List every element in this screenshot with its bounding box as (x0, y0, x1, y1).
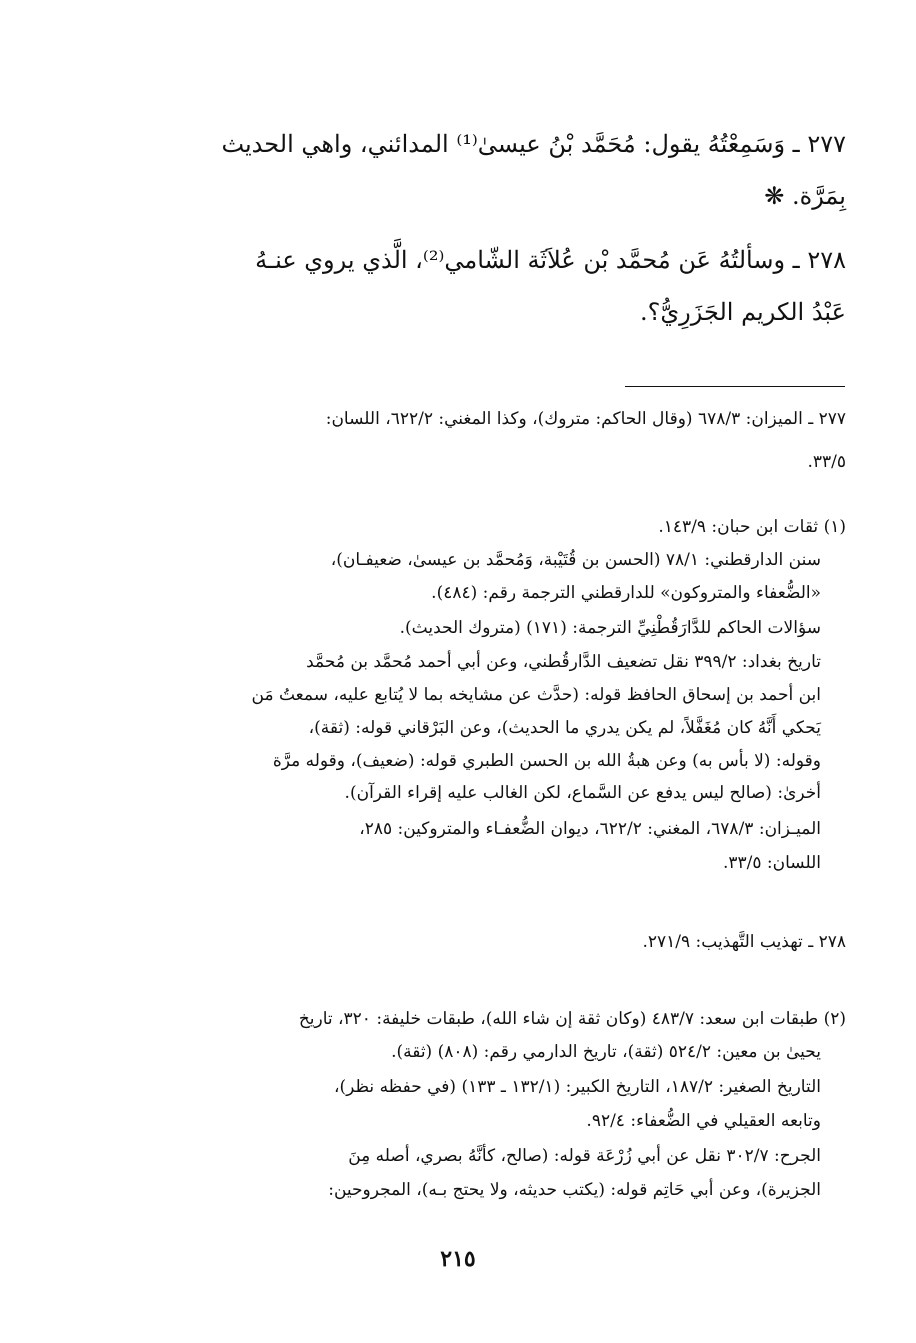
entry-278-line-2: عَبْدُ الكريم الجَزَرِيُّ؟. (639, 298, 846, 326)
entry-277-line-2: بِمَرَّة. ❋ (764, 182, 846, 210)
footnote-278-line-1: ٢٧٨ ـ تهذيب التَّهذيب: ٢٧١/٩. (642, 932, 846, 952)
note-1-line-11: اللسان: ٣٣/٥. (722, 853, 821, 873)
note-2-line-4: وتابعه العقيلي في الضُّعفاء: ٩٢/٤. (586, 1111, 821, 1131)
note-1-line-1: (١) ثقات ابن حبان: ١٤٣/٩. (658, 517, 846, 537)
footnote-277-line-2: ٣٣/٥. (807, 452, 846, 472)
note-1-line-10: الميـزان: ٦٧٨/٣، المغني: ٦٢٢/٢، ديوان الضُّعفـاء والمتروكين: ٢٨٥، (359, 819, 821, 839)
note-2-line-6: الجزيرة)، وعن أبي حَاتِم قوله: (يكتب حديثه، ولا يحتج بـه)، المجروحين: (328, 1180, 821, 1200)
entry-277-line-1: ٢٧٧ ـ وَسَمِعْتُهُ يقول: مُحَمَّد بْنُ عيسىٰ⁽¹⁾ المدائني، واهي الحديث (221, 130, 846, 158)
entry-278-line-1: ٢٧٨ ـ وسألتُهُ عَن مُحمَّد بْن عُلاَثَة الشّامي⁽²⁾، الَّذي يروي عنـهُ (255, 246, 846, 274)
note-1-line-6: ابن أحمد بن إسحاق الحافظ قوله: (حدَّث عن مشايخه بما لا يُتابع عليه، سمعتُ مَن (251, 685, 821, 705)
footnote-277-line-1: ٢٧٧ ـ الميزان: ٦٧٨/٣ (وقال الحاكم: متروك)، وكذا المغني: ٦٢٢/٢، اللسان: (325, 409, 846, 429)
note-2-line-5: الجرح: ٣٠٢/٧ نقل عن أبي زُرْعَة قوله: (صالح، كأنَّهُ بصري، أصله مِنَ (348, 1146, 821, 1166)
note-2-line-2: يحيىٰ بن معين: ٥٢٤/٢ (ثقة)، تاريخ الدارمي رقم: (٨٠٨) (ثقة). (391, 1042, 821, 1062)
note-1-line-3: «الضُّعفاء والمتروكون» للدارقطني الترجمة رقم: (٤٨٤). (431, 583, 821, 603)
page-number: ٢١٥ (440, 1246, 476, 1272)
note-2-line-1: (٢) طبقات ابن سعد: ٤٨٣/٧ (وكان ثقة إن شاء الله)، طبقات خليفة: ٣٢٠، تاريخ (298, 1009, 846, 1029)
note-1-line-7: يَحكي أَنَّهُ كان مُغَفَّلاً، لم يكن يدري ما الحديث)، وعن البَرْقاني قوله: (ثقة)، (308, 718, 821, 738)
note-1-line-2: سنن الدارقطني: ٧٨/١ (الحسن بن قُتَيْبة، وَمُحمَّد بن عيسىٰ، ضعيفـان)، (330, 550, 821, 570)
note-1-line-9: أخرىٰ: (صالح ليس يدفع عن السَّماع، لكن الغالب عليه إقراء القرآن). (344, 783, 821, 803)
note-1-line-5: تاريخ بغداد: ٣٩٩/٢ نقل تضعيف الدَّارقُطني، وعن أبي أحمد مُحمَّد بن مُحمَّد (306, 652, 821, 672)
note-1-line-4: سؤالات الحاكم للدَّارَقُطْنِيِّ الترجمة: (١٧١) (متروك الحديث). (399, 618, 821, 638)
note-1-line-8: وقوله: (لا بأس به) وعن هبةُ الله بن الحسن الطبري قوله: (ضعيف)، وقوله مرَّة (272, 751, 821, 771)
note-2-line-3: التاريخ الصغير: ١٨٧/٢، التاريخ الكبير: (١٣٢/١ ـ ١٣٣) (في حفظه نظر)، (333, 1077, 821, 1097)
footnote-separator (625, 386, 845, 387)
